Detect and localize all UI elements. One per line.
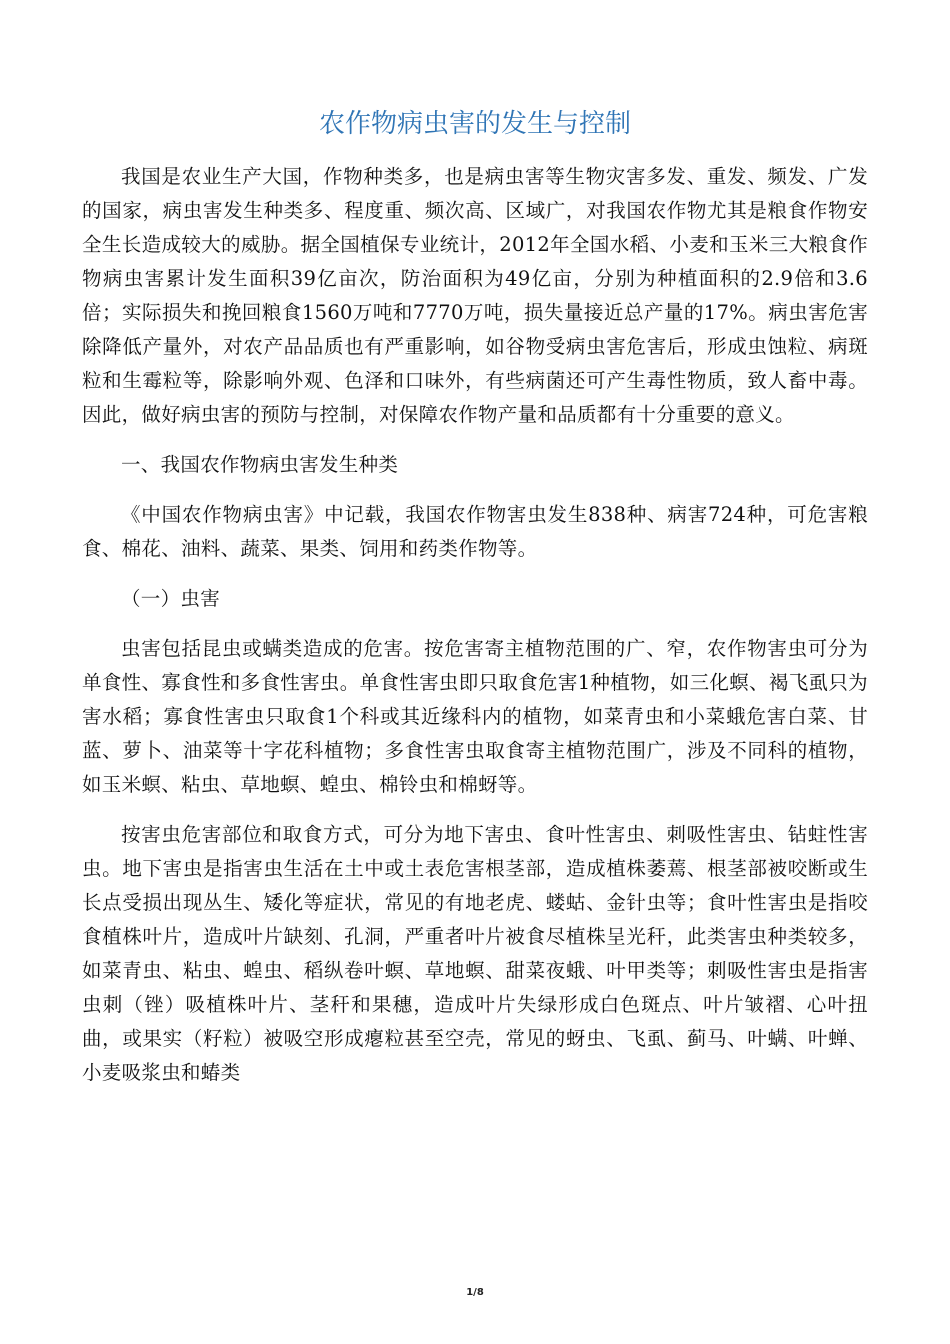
subsection-heading-insect-pests: （一）虫害 [121,587,221,610]
pests-paragraph-feeding-mode: 按害虫危害部位和取食方式，可分为地下害虫、食叶性害虫、刺吸性害虫、钻蛀性害虫。地下害虫是指害虫生活在土中或土表危害根茎部，造成植株萎蔫、根茎部被咬断或生长点受损出现丛生、矮化等症状，常见的有地老虎、蝼蛄、金针虫等；食叶性害虫是指咬食植株叶片，造成叶片缺刻、孔洞，严重者叶片被食尽植株呈光秆，此类害虫种类较多，如菜青虫、粘虫、蝗虫、稻纵卷叶螟、草地螟、甜菜夜蛾、叶甲类等；刺吸性害虫是指害虫刺（锉）吸植株叶片、茎秆和果穗，造成叶片失绿形成白色斑点、叶片皱褶、心叶扭曲，或果实（籽粒）被吸空形成瘪粒甚至空壳，常见的蚜虫、飞虱、蓟马、叶螨、叶蝉、小麦吸浆虫和蝽类 [82,823,868,1084]
section-heading-pest-types: 一、我国农作物病虫害发生种类 [121,453,399,476]
intro-paragraph: 我国是农业生产大国，作物种类多，也是病虫害等生物灾害多发、重发、频发、广发的国家，病虫害发生种类多、程度重、频次高、区域广，对我国农作物尤其是粮食作物安全生长造成较大的威胁。据全国植保专业统计，2012年全国水稻、小麦和玉米三大粮食作物病虫害累计发生面积39亿亩次，防治面积为49亿亩，分别为种植面积的2.9倍和3.6倍；实际损失和挽回粮食1560万吨和7770万吨，损失量接近总产量的17%。病虫害危害除降低产量外，对农产品品质也有严重影响，如谷物受病虫害危害后，形成虫蚀粒、病斑粒和生霉粒等，除影响外观、色泽和口味外，有些病菌还可产生毒性物质，致人畜中毒。因此，做好病虫害的预防与控制，对保障农作物产量和品质都有十分重要的意义。 [82,165,868,426]
section-paragraph-records: 《中国农作物病虫害》中记载，我国农作物害虫发生838种、病害724种，可危害粮食、棉花、油料、蔬菜、果类、饲用和药类作物等。 [82,503,868,560]
document-body [82,160,868,1090]
page-number: 1/8 [466,1287,484,1298]
document-title: 农作物病虫害的发生与控制 [318,109,631,139]
pests-paragraph-feeding-range: 虫害包括昆虫或螨类造成的危害。按危害寄主植物范围的广、窄，农作物害虫可分为单食性、寡食性和多食性害虫。单食性害虫即只取食危害1种植物，如三化螟、褐飞虱只为害水稻；寡食性害虫只取食1个科或其近缘科内的植物，如菜青虫和小菜蛾危害白菜、甘蓝、萝卜、油菜等十字花科植物；多食性害虫取食寄主植物范围广，涉及不同科的植物，如玉米螟、粘虫、草地螟、蝗虫、棉铃虫和棉蚜等。 [82,637,868,796]
